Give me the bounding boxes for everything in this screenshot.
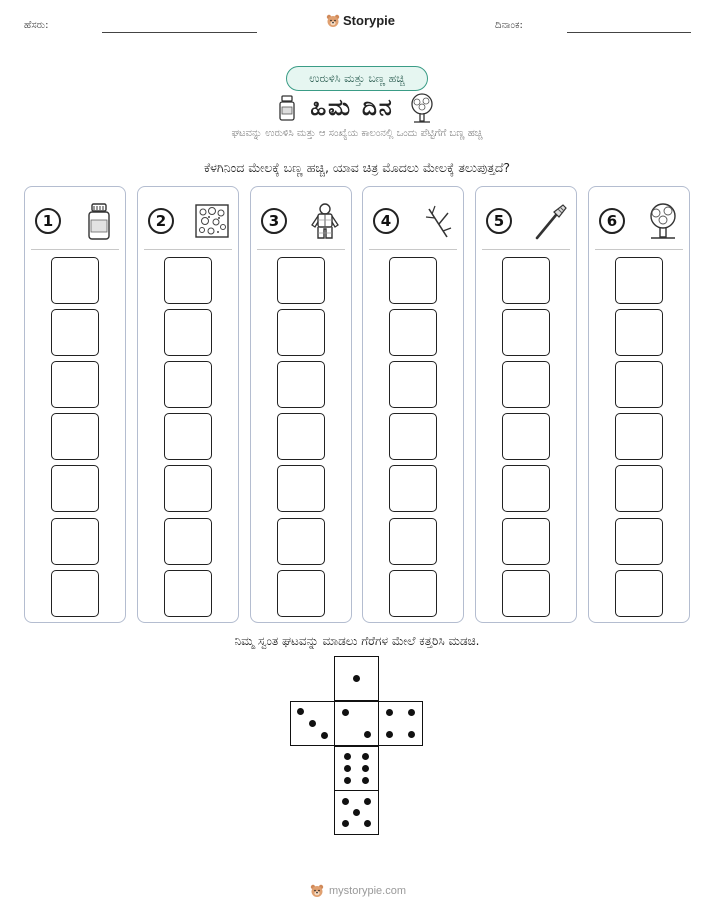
column-divider [31,249,119,250]
color-box[interactable] [277,309,325,356]
color-box[interactable] [502,465,550,512]
color-box[interactable] [277,570,325,617]
color-box[interactable] [615,413,663,460]
page-title: ಹಿಮ ದಿನ [310,95,394,121]
column-divider [144,249,232,250]
color-box[interactable] [615,570,663,617]
color-box[interactable] [51,570,99,617]
dice-pip [408,731,415,738]
color-box[interactable] [164,361,212,408]
column-number: 2 [148,208,174,234]
color-box[interactable] [277,413,325,460]
date-line[interactable] [567,32,691,33]
dice-pip [342,820,349,827]
color-box[interactable] [164,413,212,460]
color-box[interactable] [51,465,99,512]
question-text: ಕೆಳಗಿನಿಂದ ಮೇಲಕ್ಕೆ ಬಣ್ಣ ಹಚ್ಚಿ, ಯಾವ ಚಿತ್ರ ಮೊದಲು ಮೇಲಕ್ಕೆ ತಲುಪುತ್ತದೆ? [203,160,511,175]
dice-pip [353,675,360,682]
twig-icon [419,201,455,241]
dice-pip [362,777,369,784]
column-4 [362,186,464,623]
color-box[interactable] [502,413,550,460]
color-box[interactable] [389,413,437,460]
color-box[interactable] [615,361,663,408]
color-box[interactable] [615,518,663,565]
column-number: 4 [373,208,399,234]
color-box[interactable] [164,570,212,617]
color-box[interactable] [164,309,212,356]
date-label: ದಿನಾಂಕ: [495,20,523,31]
column-header [373,201,455,241]
color-box[interactable] [615,465,663,512]
color-box[interactable] [164,257,212,304]
color-box[interactable] [389,570,437,617]
dice-face [334,790,379,835]
tree-icon [408,93,436,123]
dice-pip [321,732,328,739]
dice-pip [386,731,393,738]
column-divider [482,249,570,250]
dice-pip [342,709,349,716]
dice-face [290,701,335,746]
dice-face [334,656,379,701]
dice-pip [362,765,369,772]
column-2 [137,186,239,623]
color-box[interactable] [502,309,550,356]
color-box[interactable] [389,257,437,304]
frost-pattern-icon [194,201,230,241]
dice-pip [344,765,351,772]
color-box[interactable] [164,465,212,512]
column-number: 6 [599,208,625,234]
dice-pip [353,809,360,816]
color-box[interactable] [502,518,550,565]
color-box[interactable] [51,518,99,565]
dice-instruction: ನಿಮ್ಮ ಸ್ವಂತ ಘಟವನ್ನು ಮಾಡಲು ಗೆರೆಗಳ ಮೇಲೆ ಕತ್ತರಿಸಿ ಮಡಚಿ. [234,634,480,648]
dice-pip [297,708,304,715]
color-box[interactable] [502,570,550,617]
column-header [261,201,343,241]
brand-name: Storypie [343,13,396,28]
color-box[interactable] [51,257,99,304]
dice-pip [364,820,371,827]
column-number: 5 [486,208,512,234]
color-box[interactable] [502,361,550,408]
column-header [486,201,568,241]
footer-url[interactable]: mystorypie.com [329,885,407,897]
brush-icon [532,201,568,241]
color-box[interactable] [277,518,325,565]
bear-icon [310,884,324,898]
column-header [35,201,117,241]
color-box[interactable] [51,413,99,460]
name-line[interactable] [102,32,257,33]
color-box[interactable] [164,518,212,565]
column-header [148,201,230,241]
jar-icon [278,95,296,121]
column-divider [257,249,345,250]
activity-badge: ಉರುಳಿಸಿ ಮತ್ತು ಬಣ್ಣ ಹಚ್ಚಿ [286,66,428,91]
column-6 [588,186,690,623]
color-box[interactable] [615,257,663,304]
brand-logo [326,13,395,28]
snowsuit-icon [307,201,343,241]
column-divider [595,249,683,250]
color-box[interactable] [277,465,325,512]
column-divider [369,249,457,250]
color-box[interactable] [389,309,437,356]
color-box[interactable] [51,309,99,356]
dice-pip [344,753,351,760]
color-box[interactable] [615,309,663,356]
tree-icon [645,201,681,241]
dice-face [378,701,423,746]
color-box[interactable] [51,361,99,408]
dice-pip [364,731,371,738]
dice-face [334,701,379,746]
column-header [599,201,681,241]
bear-icon [326,14,340,28]
dice-pip [362,753,369,760]
dice-pip [309,720,316,727]
color-box[interactable] [277,257,325,304]
name-label: ಹೆಸರು: [24,20,49,31]
subtitle: ಘಟವನ್ನು ಉರುಳಿಸಿ ಮತ್ತು ಆ ಸಂಖ್ಯೆಯ ಕಾಲಂನಲ್ಲಿ ಒಂದು ಪೆಟ್ಟಿಗೆಗೆ ಬಣ್ಣ ಹಚ್ಚಿ [231,128,483,139]
dice-pip [408,709,415,716]
column-number: 3 [261,208,287,234]
jar-icon [81,201,117,241]
color-box[interactable] [389,361,437,408]
color-box[interactable] [389,518,437,565]
column-3 [250,186,352,623]
color-box[interactable] [389,465,437,512]
footer [310,884,406,898]
dice-pip [342,798,349,805]
color-box[interactable] [277,361,325,408]
color-box[interactable] [502,257,550,304]
dice-pip [386,709,393,716]
column-5 [475,186,577,623]
dice-face [334,746,379,791]
column-1 [24,186,126,623]
dice-pip [344,777,351,784]
dice-pip [364,798,371,805]
title-row [0,92,714,124]
column-number: 1 [35,208,61,234]
